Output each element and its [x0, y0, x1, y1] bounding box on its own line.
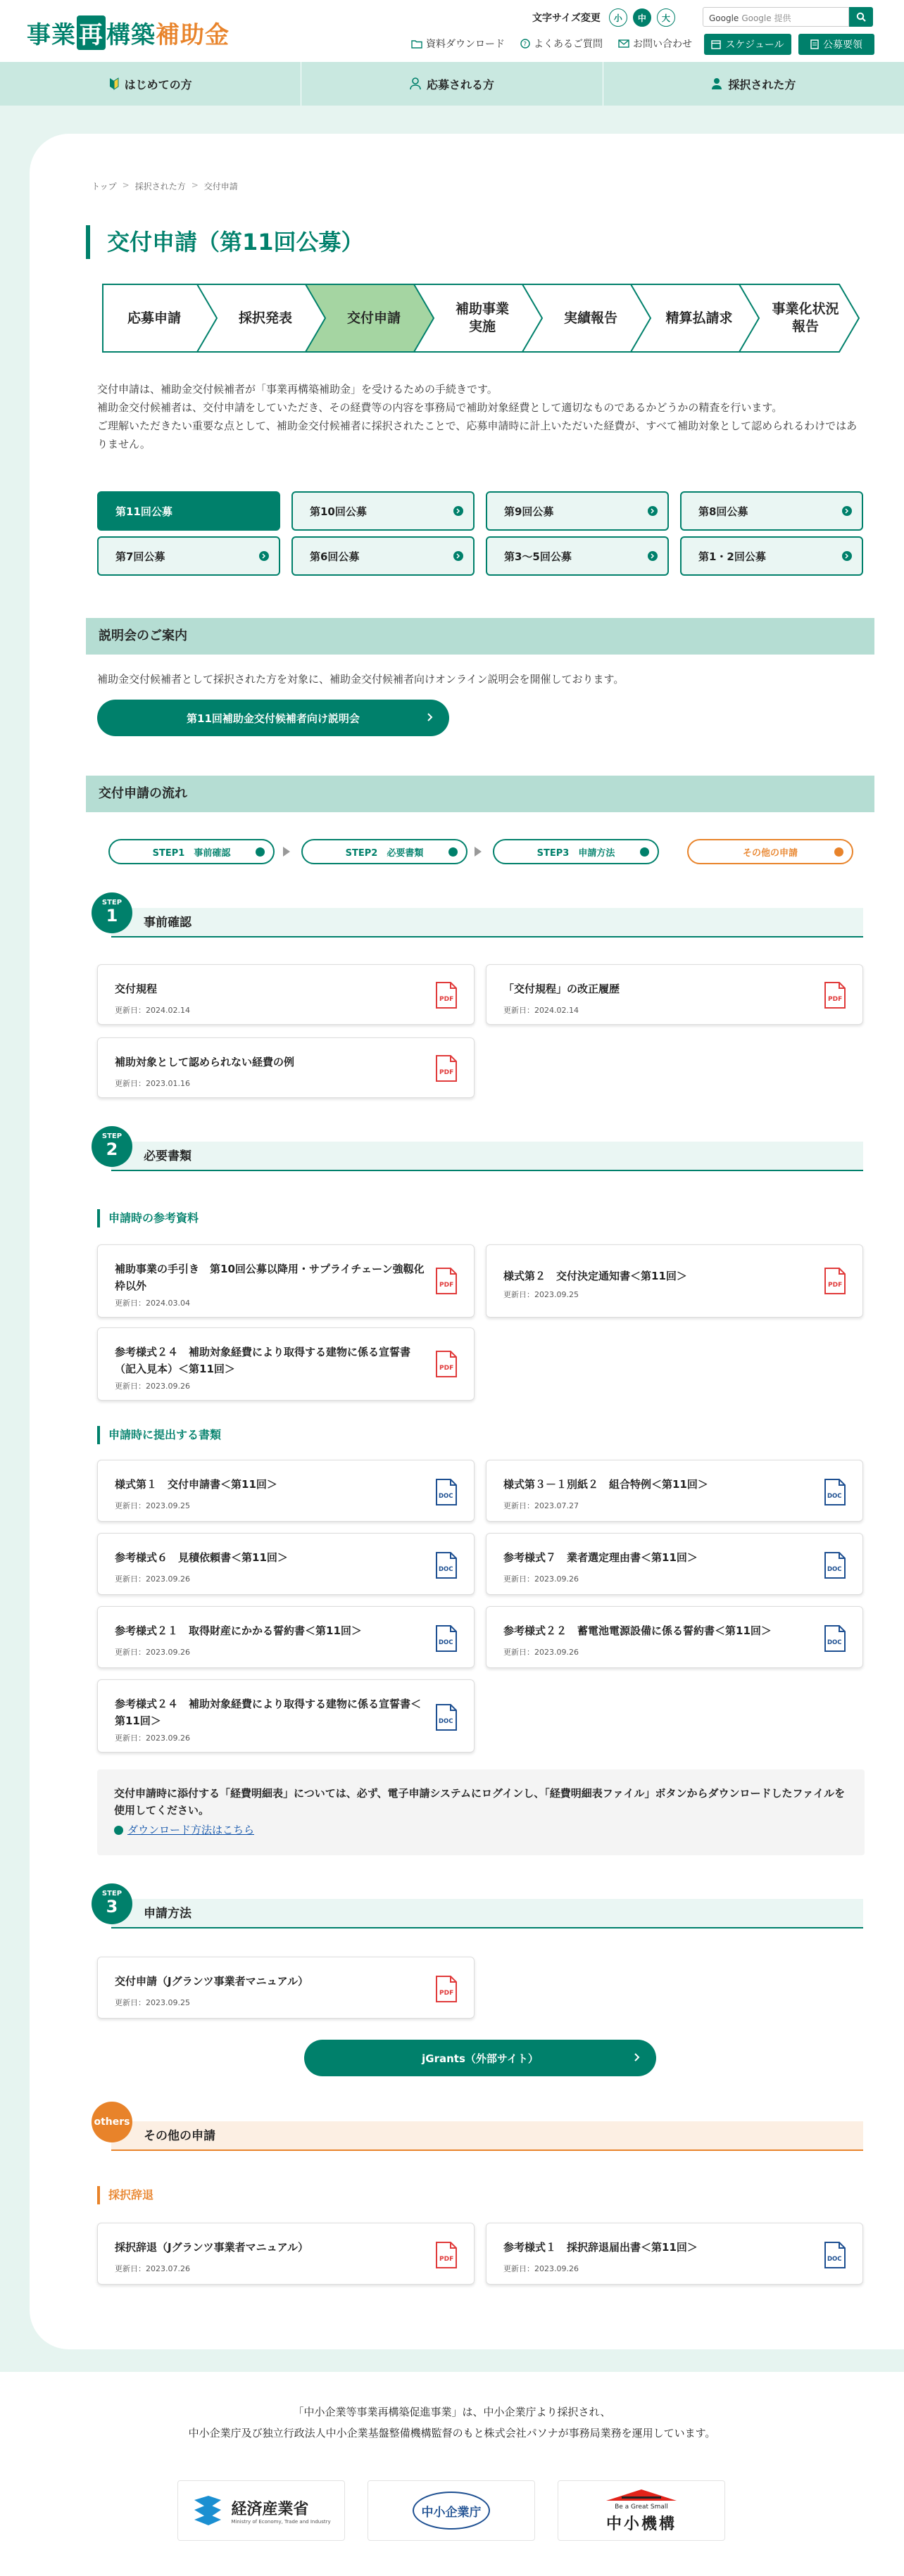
- process-steps: [101, 283, 860, 353]
- nav-applicants[interactable]: 応募される方: [301, 62, 603, 106]
- koubo-youryou-button[interactable]: 公募要領: [798, 34, 874, 55]
- svg-text:DOC: DOC: [439, 1639, 453, 1646]
- arrow-right-icon: [114, 1826, 123, 1835]
- chevron-down-icon: [448, 847, 458, 857]
- arrow-right-icon: [453, 551, 463, 561]
- person-icon: [711, 77, 722, 90]
- step2-header: [92, 1126, 863, 1171]
- font-size-switcher: [532, 8, 675, 27]
- chevron-down-icon: [834, 847, 843, 857]
- arrow-right-icon: [648, 551, 658, 561]
- meti-mark-icon: [192, 2494, 224, 2527]
- process-step-jigyouka: 事業化状況 報告: [772, 301, 839, 334]
- flow-nav-step3[interactable]: STEP3 申請方法: [493, 839, 659, 864]
- process-step-saitaku: 採択発表: [238, 310, 292, 326]
- flow-nav-step2[interactable]: STEP2 必要書類: [301, 839, 467, 864]
- beginner-mark-icon: [109, 77, 119, 90]
- process-step-oubo: 応募申請: [127, 310, 181, 326]
- step3-header: [92, 1883, 863, 1928]
- briefing-button[interactable]: 第11回補助金交付候補者向け説明会: [97, 700, 449, 736]
- round-9-button[interactable]: 第9回公募: [486, 491, 669, 531]
- doc-card[interactable]: 「交付規程」の改正履歴 更新日：2024.02.14 PDF: [486, 964, 863, 1025]
- briefing-text: 補助金交付候補者として採択された方を対象に、補助金交付候補者向けオンライン説明会を開催しております。: [97, 673, 624, 686]
- footer-text: 「中小企業等事業再構築促進事業」は、中小企業庁より採択され、 中小企業庁及び独立行政法人中小企業基盤整備機構監督のもと株式会社パソナが事務局業務を運用しています。: [188, 2406, 716, 2439]
- mail-icon: [618, 39, 629, 48]
- question-icon: [520, 39, 530, 49]
- doc-icon: [824, 1552, 846, 1579]
- arrow-right-icon: [453, 506, 463, 516]
- site-logo[interactable]: 事業 再 構築補助金: [27, 15, 230, 50]
- svg-text:?: ?: [523, 41, 527, 49]
- svg-text:PDF: PDF: [439, 1990, 454, 1997]
- pdf-icon: [436, 1976, 457, 2002]
- doc-card[interactable]: 補助事業の手引き 第10回公募以降用・サプライチェーン強靱化枠以外 更新日：2024.03.04 PDF: [97, 1244, 475, 1318]
- step2-badge: STEP 2: [92, 1126, 132, 1167]
- process-step-koufu: 交付申請: [346, 310, 401, 326]
- search-button[interactable]: [849, 7, 873, 27]
- chevron-down-icon: [640, 847, 649, 857]
- process-step-jisshi: 補助事業 実施: [455, 301, 509, 334]
- doc-card[interactable]: 採択辞退（Jグランツ事業者マニュアル） 更新日：2023.07.26 PDF: [97, 2223, 475, 2285]
- expense-sheet-note: 交付申請時に添付する「経費明細表」については、必ず、電子申請システムにログインし、「経費明細表ファイル」ボタンからダウンロードしたファイルを使用してください。 ダウンロード方法はこちら: [97, 1769, 865, 1855]
- font-size-large-button[interactable]: 大: [657, 8, 675, 27]
- arrow-right-icon: [259, 551, 269, 561]
- process-step-jisseki: 実績報告: [563, 310, 617, 326]
- arrow-right-icon: [842, 551, 852, 561]
- round-11-button[interactable]: 第11回公募: [97, 491, 280, 531]
- doc-icon: [436, 1625, 457, 1652]
- doc-icon: [824, 1479, 846, 1505]
- doc-icon: [436, 1704, 457, 1731]
- breadcrumb-current: 交付申請: [203, 182, 238, 191]
- arrow-right-icon: [842, 506, 852, 516]
- search-placeholder: Google 提供: [741, 13, 791, 23]
- briefing-section-title: 説明会のご案内: [86, 618, 874, 655]
- flow-nav-others[interactable]: その他の申請: [687, 839, 853, 864]
- round-10-button[interactable]: 第10回公募: [291, 491, 475, 531]
- download-method-link[interactable]: ダウンロード方法はこちら: [114, 1821, 848, 1838]
- round-3-5-button[interactable]: 第3〜5回公募: [486, 536, 669, 576]
- arrow-right-icon: [475, 847, 482, 857]
- step3-title: 申請方法: [111, 1899, 863, 1928]
- pdf-icon: [436, 1055, 457, 1082]
- global-nav: [0, 62, 904, 106]
- breadcrumb-selected[interactable]: 採択された方: [134, 182, 186, 191]
- doc-card[interactable]: 参考様式２２ 蓄電池電源設備に係る誓約書＜第11回＞ 更新日：2023.09.26 DOC: [486, 1606, 863, 1668]
- round-6-button[interactable]: 第6回公募: [291, 536, 475, 576]
- svg-text:DOC: DOC: [827, 1639, 842, 1646]
- chusho-logo[interactable]: 中小企業庁: [368, 2480, 535, 2541]
- breadcrumb-top[interactable]: トップ: [92, 182, 117, 191]
- others-header: [92, 2102, 863, 2147]
- nav-selected[interactable]: 採択された方: [603, 62, 904, 106]
- doc-icon: [824, 1625, 846, 1652]
- doc-card[interactable]: 参考様式２１ 取得財産にかかる誓約書＜第11回＞ 更新日：2023.09.26 DOC: [97, 1606, 475, 1668]
- chevron-right-icon: [427, 710, 434, 724]
- arrow-right-icon: [283, 847, 290, 857]
- svg-text:DOC: DOC: [439, 1493, 453, 1500]
- step1-badge: STEP 1: [92, 892, 132, 933]
- doc-icon: [436, 1479, 457, 1505]
- doc-card[interactable]: 様式第３－１別紙２ 組合特例＜第11回＞ 更新日：2023.07.27 DOC: [486, 1460, 863, 1522]
- others-badge: others: [92, 2102, 132, 2142]
- smrj-mark-icon: [601, 2488, 682, 2502]
- step1-title: 事前確認: [111, 908, 863, 937]
- pdf-icon: [824, 982, 846, 1009]
- svg-text:PDF: PDF: [439, 1365, 454, 1372]
- flow-section-title: 交付申請の流れ: [86, 776, 874, 812]
- font-size-medium-button[interactable]: 中: [633, 8, 651, 27]
- download-link[interactable]: 資料ダウンロード: [411, 37, 505, 51]
- chevron-down-icon: [256, 847, 265, 857]
- svg-text:PDF: PDF: [439, 2256, 454, 2263]
- calendar-icon: [711, 39, 721, 49]
- person-outline-icon: [410, 77, 421, 90]
- font-size-small-button[interactable]: 小: [609, 8, 627, 27]
- site-header: [0, 0, 904, 62]
- doc-card[interactable]: 様式第１ 交付申請書＜第11回＞ 更新日：2023.09.25 DOC: [97, 1460, 475, 1522]
- doc-card[interactable]: 参考様式２４ 補助対象経費により取得する建物に係る宣誓書＜第11回＞ 更新日：2023.09.26 DOC: [97, 1679, 475, 1753]
- svg-text:PDF: PDF: [828, 1282, 843, 1289]
- smrj-logo[interactable]: Be a Great Small 中小機構: [558, 2480, 725, 2541]
- pdf-icon: [436, 2242, 457, 2268]
- flow-nav-step1[interactable]: STEP1 事前確認: [108, 839, 275, 864]
- jgrants-button[interactable]: jGrants（外部サイト）: [304, 2040, 656, 2076]
- step3-badge: STEP 3: [92, 1883, 132, 1924]
- svg-text:PDF: PDF: [439, 996, 454, 1003]
- process-step-seisan: 精算払請求: [665, 310, 733, 326]
- contact-link[interactable]: お問い合わせ: [618, 37, 692, 51]
- pdf-icon: [436, 1268, 457, 1294]
- svg-text:DOC: DOC: [827, 1493, 842, 1500]
- round-7-button[interactable]: 第7回公募: [97, 536, 280, 576]
- doc-card[interactable]: 参考様式２４ 補助対象経費により取得する建物に係る宣誓書（記入見本）＜第11回＞ 更新日：2023.09.26 PDF: [97, 1327, 475, 1401]
- step2-title: 必要書類: [111, 1142, 863, 1171]
- pdf-icon: [824, 1268, 846, 1294]
- decline-title: 採択辞退: [97, 2186, 153, 2204]
- doc-icon: [436, 1552, 457, 1579]
- pdf-icon: [436, 1351, 457, 1377]
- doc-card[interactable]: 補助対象として認められない経費の例 更新日：2023.01.16 PDF: [97, 1037, 475, 1098]
- chevron-right-icon: [634, 2050, 641, 2064]
- svg-text:DOC: DOC: [439, 1566, 453, 1573]
- doc-card[interactable]: 様式第２ 交付決定通知書＜第11回＞ 更新日：2023.09.25 PDF: [486, 1244, 863, 1318]
- search-input[interactable]: Google Google 提供: [703, 7, 849, 27]
- intro-text: 交付申請は、補助金交付候補者が「事業再構築補助金」を受けるための手続きです。 補助金交付候補者は、交付申請をしていただき、その経費等の内容を事務局で補助対象経費として適切なものであるかどうかの精査を行います。 ご理解いただきたい重要な点として、補助金交付候補者に採択されたことで、応募申請時に計上いただいた経費が、すべて補助対象として認められるわけではありません。: [97, 383, 858, 450]
- nav-beginners[interactable]: はじめての方: [0, 62, 301, 106]
- search-icon: [856, 12, 866, 22]
- round-1-2-button[interactable]: 第1・2回公募: [680, 536, 863, 576]
- font-size-label: 文字サイズ変更: [532, 13, 601, 24]
- document-icon: [810, 39, 819, 49]
- svg-text:PDF: PDF: [439, 1282, 454, 1289]
- doc-card[interactable]: 参考様式６ 見積依頼書＜第11回＞ 更新日：2023.09.26 DOC: [97, 1533, 475, 1595]
- submit-docs-title: 申請時に提出する書類: [97, 1426, 221, 1444]
- pdf-icon: [436, 982, 457, 1009]
- arrow-right-icon: [648, 506, 658, 516]
- faq-link[interactable]: ? よくあるご質問: [520, 37, 603, 51]
- doc-card[interactable]: 参考様式７ 業者選定理由書＜第11回＞ 更新日：2023.09.26 DOC: [486, 1533, 863, 1595]
- doc-card[interactable]: 交付申請（Jグランツ事業者マニュアル） 更新日：2023.09.25 PDF: [97, 1957, 475, 2019]
- svg-text:PDF: PDF: [828, 996, 843, 1003]
- page-title: 交付申請（第11回公募）: [86, 225, 364, 259]
- meti-logo[interactable]: 経済産業省 Ministry of Economy, Trade and Industry: [177, 2480, 345, 2541]
- reference-docs-title: 申請時の参考資料: [97, 1209, 199, 1227]
- others-title: その他の申請: [111, 2121, 863, 2151]
- utility-links: [411, 37, 692, 51]
- doc-card[interactable]: 参考様式１ 採択辞退届出書＜第11回＞ 更新日：2023.09.26 DOC: [486, 2223, 863, 2285]
- round-8-button[interactable]: 第8回公募: [680, 491, 863, 531]
- schedule-button[interactable]: スケジュール: [704, 34, 791, 55]
- folder-icon: [411, 39, 422, 49]
- svg-text:PDF: PDF: [439, 1069, 454, 1076]
- breadcrumb: トップ > 採択された方 > 交付申請: [92, 180, 238, 191]
- svg-text:DOC: DOC: [827, 1566, 842, 1573]
- svg-text:DOC: DOC: [439, 1718, 453, 1725]
- doc-card[interactable]: 交付規程 更新日：2024.02.14 PDF: [97, 964, 475, 1025]
- doc-icon: [824, 2242, 846, 2268]
- svg-text:DOC: DOC: [827, 2256, 842, 2263]
- step1-header: [92, 892, 863, 937]
